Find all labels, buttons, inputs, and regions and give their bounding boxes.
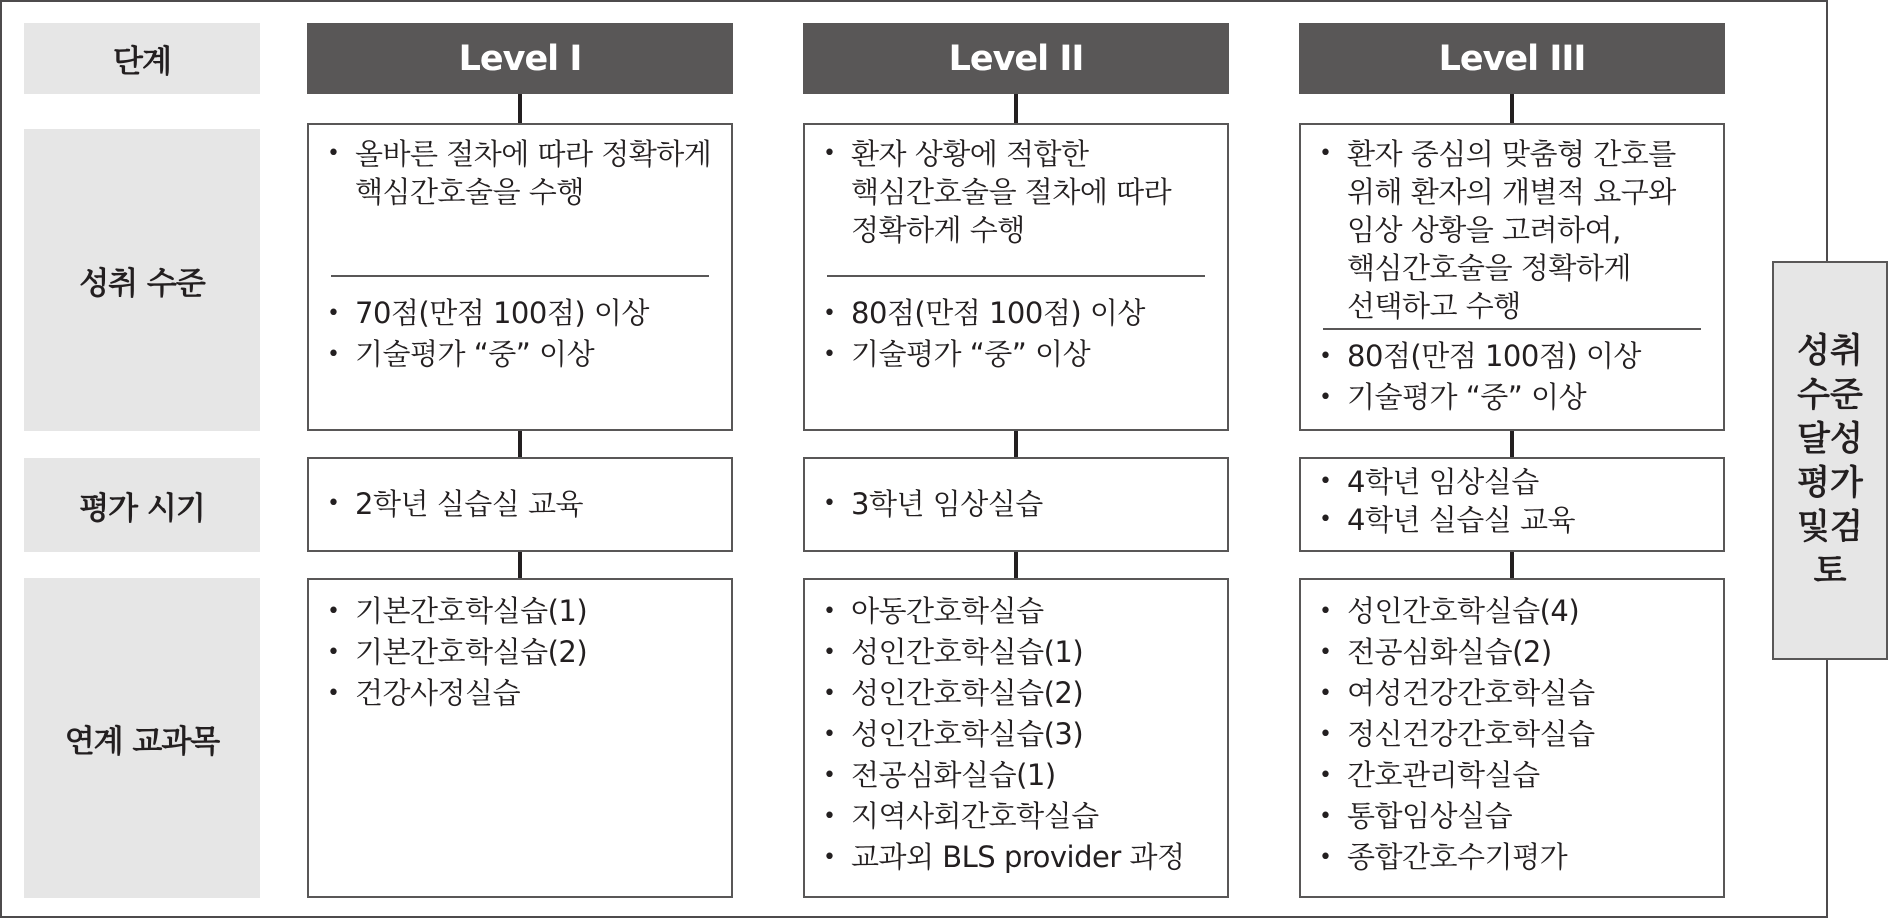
timing-list — [309, 485, 583, 523]
connector — [1510, 551, 1514, 579]
list-item: • 정신건강간호학실습 — [1301, 714, 1595, 755]
level-3-timing-box — [1299, 457, 1725, 552]
connector — [518, 94, 522, 124]
list-item: • 여성건강간호학실습 — [1301, 673, 1595, 714]
list-item: • 종합간호수기평가 — [1301, 837, 1595, 878]
list-item: • 성인간호학실습(4) — [1301, 591, 1595, 632]
achievement-desc — [805, 135, 1171, 249]
list-item: • 4학년 임상실습 — [1301, 463, 1575, 501]
list-item: • 기술평가 “중” 이상 — [805, 334, 1145, 375]
courses-list — [805, 591, 1185, 878]
divider — [1323, 328, 1701, 330]
level-3-header: Level III — [1299, 23, 1725, 94]
level-3-achievement-box — [1299, 123, 1725, 431]
list-item: • 전공심화실습(1) — [805, 755, 1185, 796]
criteria-list — [309, 293, 649, 375]
list-item: • 성인간호학실습(1) — [805, 632, 1185, 673]
list-item: • 성인간호학실습(3) — [805, 714, 1185, 755]
level-2-header: Level II — [803, 23, 1229, 94]
level-1-timing-box — [307, 457, 733, 552]
list-item: • 기본간호학실습(2) — [309, 632, 587, 673]
list-item: • 간호관리학실습 — [1301, 755, 1595, 796]
timing-list — [1301, 463, 1575, 539]
connector — [1014, 94, 1018, 124]
level-2-timing-box — [803, 457, 1229, 552]
desc-item: • 환자 중심의 맞춤형 간호를 위해 환자의 개별적 요구와 임상 상황을 고려하여, 핵심간호술을 정확하게 선택하고 수행 — [1301, 135, 1676, 325]
criteria-list — [1301, 336, 1641, 418]
row-label-stage: 단계 — [24, 23, 260, 94]
list-item: • 교과외 BLS provider 과정 — [805, 837, 1185, 878]
connector — [518, 551, 522, 579]
level-1-header: Level I — [307, 23, 733, 94]
criteria-list — [805, 293, 1145, 375]
courses-list — [309, 591, 587, 714]
connector — [1014, 430, 1018, 458]
courses-list — [1301, 591, 1595, 878]
level-2-courses-box — [803, 578, 1229, 898]
desc-item: • 환자 상황에 적합한 핵심간호술을 절차에 따라 정확하게 수행 — [805, 135, 1171, 249]
list-item: • 기술평가 “중” 이상 — [309, 334, 649, 375]
list-item: • 4학년 실습실 교육 — [1301, 501, 1575, 539]
timing-list — [805, 485, 1043, 523]
list-item: • 3학년 임상실습 — [805, 485, 1043, 523]
list-item: • 기술평가 “중” 이상 — [1301, 377, 1641, 418]
connector — [1510, 94, 1514, 124]
list-item: • 2학년 실습실 교육 — [309, 485, 583, 523]
level-3-courses-box — [1299, 578, 1725, 898]
list-item: • 통합임상실습 — [1301, 796, 1595, 837]
achievement-desc — [1301, 135, 1676, 325]
achievement-desc — [309, 135, 711, 211]
list-item: • 80점(만점 100점) 이상 — [1301, 336, 1641, 377]
level-1-achievement-box — [307, 123, 733, 431]
divider — [827, 275, 1205, 277]
side-label-box — [1772, 261, 1888, 660]
list-item: • 전공심화실습(2) — [1301, 632, 1595, 673]
divider — [331, 275, 709, 277]
connector — [1510, 430, 1514, 458]
desc-item: • 올바른 절차에 따라 정확하게 핵심간호술을 수행 — [309, 135, 711, 211]
side-label: 성취수준달성평가및검토 — [1797, 330, 1863, 591]
level-1-courses-box — [307, 578, 733, 898]
list-item: • 건강사정실습 — [309, 673, 587, 714]
list-item: • 70점(만점 100점) 이상 — [309, 293, 649, 334]
row-label-achievement: 성취 수준 — [24, 129, 260, 431]
row-label-courses: 연계 교과목 — [24, 578, 260, 898]
list-item: • 성인간호학실습(2) — [805, 673, 1185, 714]
list-item: • 지역사회간호학실습 — [805, 796, 1185, 837]
list-item: • 아동간호학실습 — [805, 591, 1185, 632]
connector — [1014, 551, 1018, 579]
connector — [518, 430, 522, 458]
list-item: • 기본간호학실습(1) — [309, 591, 587, 632]
level-2-achievement-box — [803, 123, 1229, 431]
row-label-timing: 평가 시기 — [24, 458, 260, 552]
list-item: • 80점(만점 100점) 이상 — [805, 293, 1145, 334]
